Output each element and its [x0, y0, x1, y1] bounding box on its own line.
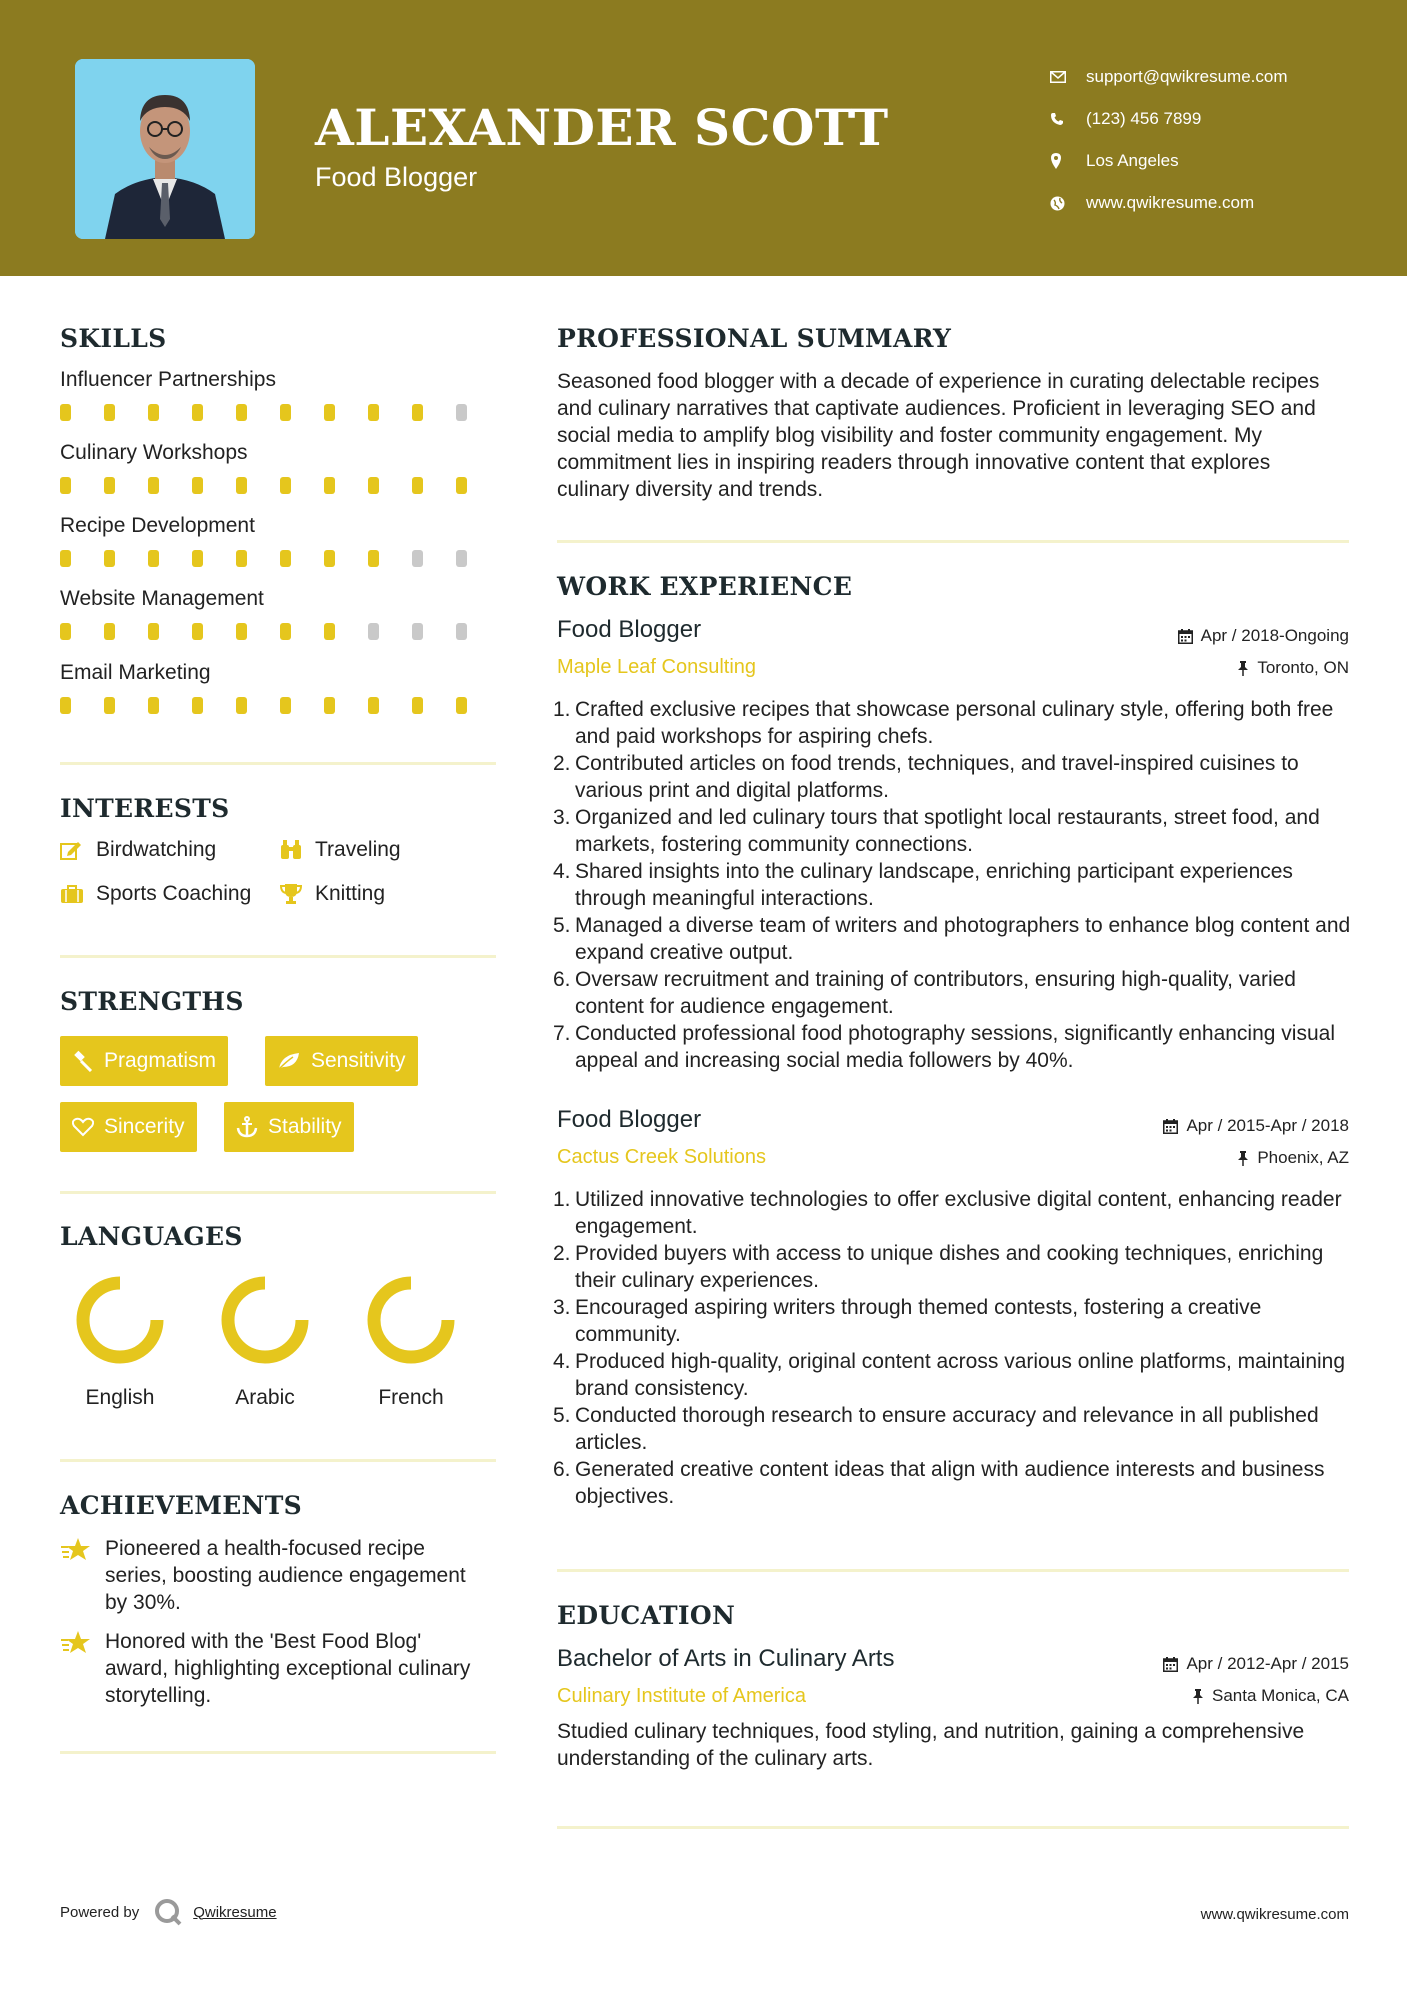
bullet-text: Organized and led culinary tours that spotlight local restaurants, street food, and markets, fostering community connections.: [575, 806, 1320, 856]
list-item: 6. Oversaw recruitment and training of contributors, ensuring high-quality, varied content for audience engagement.: [553, 968, 1296, 1018]
skill-dot-empty: [456, 550, 467, 567]
strength-tag: [60, 1102, 197, 1152]
education-heading: EDUCATION: [557, 1601, 736, 1630]
bullet-text: Crafted exclusive recipes that showcase personal culinary style, offering both free and paid workshops for aspiring chefs.: [575, 698, 1334, 748]
language-level-arc: [83, 1283, 157, 1357]
list-item: 1. Utilized innovative technologies to offer exclusive digital content, enhancing reader engagement.: [553, 1188, 1342, 1238]
job-title: Food Blogger: [557, 616, 702, 643]
job-bullets: [553, 696, 1357, 1074]
job-location: [1237, 1148, 1349, 1168]
language-item: [341, 1274, 481, 1410]
skill-dot-filled: [148, 477, 159, 494]
gavel-icon: [72, 1050, 94, 1072]
bullet-text: Oversaw recruitment and training of contributors, ensuring high-quality, varied content for audience engagement.: [575, 968, 1296, 1018]
section-divider: [557, 1826, 1349, 1829]
language-level-arc: [228, 1283, 302, 1357]
contact-phone[interactable]: [1050, 98, 1390, 140]
language-label: French: [378, 1386, 444, 1409]
candidate-role: Food Blogger: [315, 162, 478, 192]
strength-tag: [224, 1102, 354, 1152]
list-item: 6. Generated creative content ideas that align with audience interests and business objectives.: [553, 1458, 1325, 1508]
skill-dot-filled: [456, 477, 467, 494]
skill-rating: [60, 477, 500, 494]
leaf-icon: [277, 1051, 301, 1071]
pencil-icon: [60, 840, 96, 860]
calendar-icon: [1163, 1119, 1178, 1134]
languages-heading: LANGUAGES: [60, 1222, 243, 1251]
strength-tag: [60, 1036, 228, 1086]
section-divider: [60, 762, 496, 765]
list-item: 7. Conducted professional food photography sessions, significantly enhancing visual appeal and increasing social media followers by 40%.: [553, 1022, 1335, 1072]
skill-dot-filled: [456, 697, 467, 714]
footer-website[interactable]: www.qwikresume.com: [1200, 1906, 1349, 1923]
skill-dot-filled: [324, 550, 335, 567]
degree-title: Bachelor of Arts in Culinary Arts: [557, 1645, 895, 1672]
interests-heading: INTERESTS: [60, 794, 230, 823]
profile-photo: [75, 59, 255, 239]
strength-label: Stability: [268, 1115, 342, 1138]
section-divider: [557, 540, 1349, 543]
interest-label: Sports Coaching: [96, 882, 252, 905]
interest-item: [60, 882, 251, 906]
skill-item: [60, 514, 500, 567]
skill-item: [60, 587, 500, 640]
skill-dot-filled: [280, 623, 291, 640]
section-divider: [60, 1751, 496, 1754]
skill-label: Influencer Partnerships: [60, 368, 276, 391]
skill-dot-filled: [236, 550, 247, 567]
skill-label: Recipe Development: [60, 514, 255, 537]
skill-dot-filled: [368, 404, 379, 421]
job-location-text: Toronto, ON: [1257, 658, 1349, 677]
skill-item: [60, 368, 500, 421]
trophy-icon: [279, 883, 315, 905]
skill-dot-filled: [236, 697, 247, 714]
star-icon: [60, 1535, 105, 1616]
job-location: [1237, 658, 1349, 678]
contact-location: [1050, 140, 1390, 182]
skill-dot-filled: [324, 404, 335, 421]
job-dates: [1163, 1116, 1349, 1136]
achievement-item: [60, 1535, 480, 1616]
strength-tag: [265, 1036, 418, 1086]
skill-dot-filled: [280, 477, 291, 494]
interest-item: [279, 838, 401, 862]
skill-dot-filled: [324, 623, 335, 640]
skill-dot-empty: [368, 623, 379, 640]
skill-dot-filled: [192, 623, 203, 640]
star-icon: [60, 1628, 105, 1709]
skill-dot-filled: [104, 697, 115, 714]
bullet-text: Generated creative content ideas that align with audience interests and business objectives.: [575, 1458, 1325, 1508]
strength-label: Sincerity: [104, 1115, 185, 1138]
section-divider: [60, 1191, 496, 1194]
skill-dot-filled: [60, 477, 71, 494]
bullet-text: Utilized innovative technologies to offer exclusive digital content, enhancing reader engagement.: [575, 1188, 1342, 1238]
job-dates: [1178, 626, 1349, 646]
skill-dot-filled: [192, 477, 203, 494]
bullet-text: Encouraged aspiring writers through themed contests, fostering a creative community.: [575, 1296, 1262, 1346]
skill-dot-filled: [412, 404, 423, 421]
achievement-item: [60, 1628, 480, 1709]
skill-dot-filled: [280, 697, 291, 714]
language-gauge: [219, 1274, 311, 1366]
contact-list: [1050, 56, 1390, 224]
section-divider: [60, 1459, 496, 1462]
pushpin-icon: [1237, 1151, 1249, 1166]
pushpin-icon: [1237, 661, 1249, 676]
skill-dot-filled: [148, 697, 159, 714]
skill-item: [60, 661, 500, 714]
skill-dot-filled: [60, 550, 71, 567]
bullet-text: Produced high-quality, original content across various online platforms, maintaining brand consistency.: [575, 1350, 1346, 1400]
education-dates-text: Apr / 2012-Apr / 2015: [1186, 1654, 1349, 1673]
skill-dot-empty: [456, 404, 467, 421]
skill-label: Website Management: [60, 587, 264, 610]
skill-dot-filled: [148, 623, 159, 640]
candidate-name: ALEXANDER SCOTT: [315, 98, 889, 157]
language-item: [50, 1274, 190, 1410]
section-divider: [60, 955, 496, 958]
skill-rating: [60, 404, 500, 421]
interest-label: Birdwatching: [96, 838, 217, 861]
anchor-icon: [236, 1116, 258, 1138]
skill-dot-empty: [456, 623, 467, 640]
language-label: English: [85, 1386, 155, 1409]
skill-dot-filled: [368, 550, 379, 567]
strength-label: Pragmatism: [104, 1049, 217, 1072]
bullet-text: Provided buyers with access to unique dishes and cooking techniques, enriching their culinary experiences.: [575, 1242, 1324, 1292]
contact-website[interactable]: [1050, 182, 1390, 224]
job-bullets: [553, 1186, 1357, 1510]
skill-dot-filled: [104, 404, 115, 421]
person-portrait-icon: [75, 59, 255, 239]
pushpin-icon: [1192, 1689, 1204, 1704]
company-name: Maple Leaf Consulting: [557, 656, 757, 678]
binoculars-icon: [279, 839, 315, 861]
job-dates-text: Apr / 2015-Apr / 2018: [1186, 1116, 1349, 1135]
powered-by-label: Powered by: [60, 1903, 140, 1921]
list-item: 5. Managed a diverse team of writers and photographers to enhance blog content and expand creative output.: [553, 914, 1351, 964]
company-name: Cactus Creek Solutions: [557, 1146, 766, 1168]
skill-dot-empty: [412, 623, 423, 640]
job-title: Food Blogger: [557, 1106, 702, 1133]
list-item: 3. Encouraged aspiring writers through themed contests, fostering a creative community.: [553, 1296, 1262, 1346]
email-icon: [1050, 71, 1086, 83]
summary-heading: PROFESSIONAL SUMMARY: [557, 324, 952, 353]
bullet-text: Conducted professional food photography sessions, significantly enhancing visual appeal and increasing social media followers by 40%.: [575, 1022, 1335, 1072]
footer-powered-by: [60, 1897, 277, 1927]
skill-item: [60, 441, 500, 494]
education-location: [1192, 1686, 1349, 1706]
interest-label: Knitting: [315, 882, 386, 905]
skill-dot-filled: [192, 550, 203, 567]
list-item: 2. Provided buyers with access to unique dishes and cooking techniques, enriching their culinary experiences.: [553, 1242, 1324, 1292]
skill-dot-filled: [324, 477, 335, 494]
skill-dot-filled: [280, 404, 291, 421]
heart-icon: [72, 1117, 94, 1137]
skill-dot-filled: [324, 697, 335, 714]
skills-heading: SKILLS: [60, 324, 167, 353]
list-item: 2. Contributed articles on food trends, techniques, and travel-inspired cuisines to various print and digital platforms.: [553, 752, 1299, 802]
skill-dot-filled: [192, 697, 203, 714]
briefcase-icon: [60, 884, 96, 904]
skill-dot-filled: [60, 623, 71, 640]
bullet-text: Shared insights into the culinary landscape, enriching participant experiences through meaningful interactions.: [575, 860, 1293, 910]
achievement-text: Pioneered a health-focused recipe series, boosting audience engagement by 30%.: [105, 1537, 466, 1614]
skill-dot-filled: [368, 697, 379, 714]
location-pin-icon: [1050, 153, 1086, 169]
education-location-text: Santa Monica, CA: [1211, 1686, 1349, 1705]
skill-rating: [60, 623, 500, 640]
skill-dot-filled: [192, 404, 203, 421]
skill-dot-filled: [60, 404, 71, 421]
contact-website-text: www.qwikresume.com: [1086, 193, 1255, 212]
language-item: [195, 1274, 335, 1410]
bullet-text: Managed a diverse team of writers and photographers to enhance blog content and expand creative output.: [575, 914, 1351, 964]
skill-label: Email Marketing: [60, 661, 211, 684]
header-banner: [0, 0, 1407, 276]
brand-link[interactable]: Qwikresume: [193, 1903, 277, 1921]
phone-icon: [1050, 112, 1086, 126]
skill-label: Culinary Workshops: [60, 441, 248, 464]
achievements-heading: ACHIEVEMENTS: [60, 1491, 302, 1520]
skill-dot-filled: [412, 697, 423, 714]
bullet-text: Conducted thorough research to ensure accuracy and relevance in all published articles.: [575, 1404, 1319, 1454]
skill-dot-filled: [236, 623, 247, 640]
skill-dot-filled: [104, 477, 115, 494]
contact-email[interactable]: [1050, 56, 1390, 98]
language-level-arc: [374, 1283, 448, 1357]
list-item: 1. Crafted exclusive recipes that showcase personal culinary style, offering both free and paid workshops for aspiring chefs.: [553, 698, 1334, 748]
skill-dot-filled: [280, 550, 291, 567]
contact-location-text: Los Angeles: [1086, 151, 1179, 170]
list-item: 4. Shared insights into the culinary landscape, enriching participant experiences through meaningful interactions.: [553, 860, 1293, 910]
skill-dot-filled: [104, 623, 115, 640]
list-item: 4. Produced high-quality, original content across various online platforms, maintaining brand consistency.: [553, 1350, 1346, 1400]
skill-dot-filled: [368, 477, 379, 494]
skill-dot-filled: [236, 477, 247, 494]
calendar-icon: [1178, 629, 1193, 644]
skill-dot-filled: [104, 550, 115, 567]
school-name: Culinary Institute of America: [557, 1685, 806, 1707]
globe-icon: [1050, 196, 1086, 211]
list-item: 5. Conducted thorough research to ensure accuracy and relevance in all published articles.: [553, 1404, 1319, 1454]
contact-phone-text: (123) 456 7899: [1086, 109, 1202, 128]
language-gauge: [365, 1274, 457, 1366]
list-item: 3. Organized and led culinary tours that spotlight local restaurants, street food, and markets, fostering community connections.: [553, 806, 1320, 856]
summary-text: Seasoned food blogger with a decade of experience in curating delectable recipes and culinary narratives that captivate audiences. Proficient in leveraging SEO and social media to amplify blog visibility and foster community engagement. My commitment lies in inspiring readers through innovative content that explores culinary diversity and trends.: [557, 370, 1320, 501]
skill-dot-filled: [412, 477, 423, 494]
job-location-text: Phoenix, AZ: [1257, 1148, 1349, 1167]
strength-label: Sensitivity: [311, 1049, 406, 1072]
language-gauge: [74, 1274, 166, 1366]
achievement-text: Honored with the 'Best Food Blog' award, highlighting exceptional culinary storytelling.: [105, 1630, 471, 1707]
experience-heading: WORK EXPERIENCE: [557, 572, 853, 601]
skill-dot-filled: [60, 697, 71, 714]
interest-item: [60, 838, 216, 862]
section-divider: [557, 1569, 1349, 1572]
qwikresume-logo-icon: [153, 1897, 183, 1927]
skill-rating: [60, 697, 500, 714]
interest-item: [279, 882, 385, 906]
language-label: Arabic: [235, 1386, 295, 1409]
education-dates: [1163, 1654, 1349, 1674]
strengths-heading: STRENGTHS: [60, 987, 244, 1016]
job-dates-text: Apr / 2018-Ongoing: [1200, 626, 1349, 645]
calendar-icon: [1163, 1657, 1178, 1672]
skill-dot-filled: [236, 404, 247, 421]
contact-email-text: support@qwikresume.com: [1086, 67, 1288, 86]
skill-dot-filled: [148, 404, 159, 421]
skill-dot-empty: [412, 550, 423, 567]
skill-dot-filled: [148, 550, 159, 567]
education-description: Studied culinary techniques, food styling, and nutrition, gaining a comprehensive understanding of the culinary arts.: [557, 1720, 1305, 1770]
skill-rating: [60, 550, 500, 567]
interest-label: Traveling: [315, 838, 401, 861]
bullet-text: Contributed articles on food trends, techniques, and travel-inspired cuisines to various print and digital platforms.: [575, 752, 1299, 802]
